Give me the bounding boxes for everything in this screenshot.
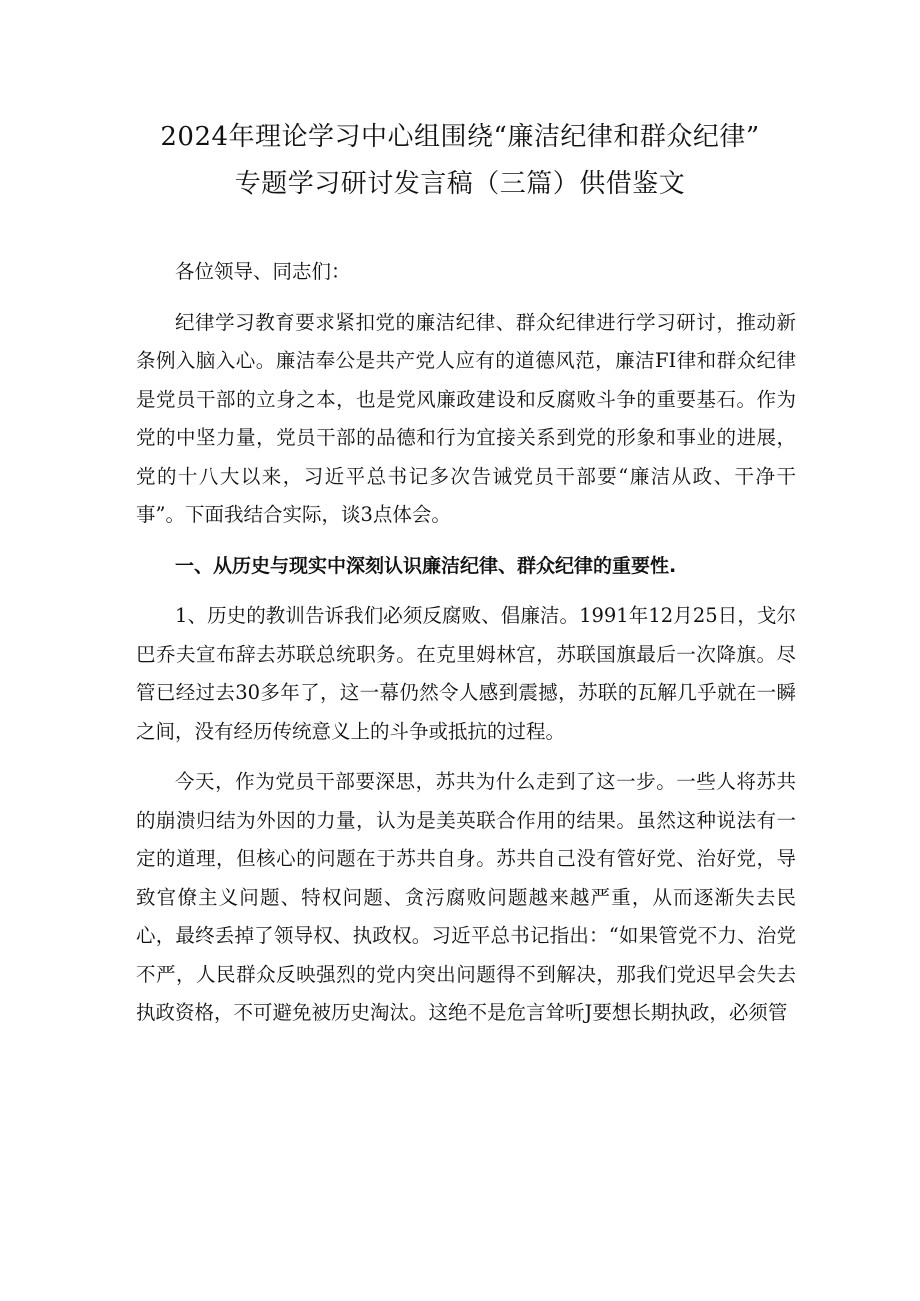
- intro-paragraph: 纪律学习教育要求紧扣党的廉洁纪律、群众纪律进行学习研讨，推动新条例入脑入心。廉洁奉公是共产党人应有的道德风范，廉洁FI律和群众纪律是党员干部的立身之本，也是党风廉政建设和反腐败斗争的重要基石。作为党的中坚力量，党员干部的品德和行为宜接关系到党的形象和事业的进展，党的十八大以来，习近平总书记多次告诫党员干部要“廉洁从政、干净干事”。下面我结合实际，谈3点体会。: [136, 310, 796, 526]
- document-title-line-2: 专题学习研讨发言稿（三篇）供借鉴文: [234, 169, 686, 199]
- document-title-line-1: 2024年理论学习中心组围绕“廉洁纪律和群众纪律”: [160, 122, 760, 152]
- paragraph-history: 1、历史的教训告诉我们必须反腐败、倡廉洁。1991年12月25日，戈尔巴乔夫宣布辞去苏联总统职务。在克里姆林宫，苏联国旗最后一次降旗。尽管已经过去30多年了，这一幕仍然令人感到震撼，苏联的瓦解几乎就在一瞬之间，没有经历传统意义上的斗争或抵抗的过程。: [136, 604, 796, 743]
- paragraph-today: 今天，作为党员干部要深思，苏共为什么走到了这一步。一些人将苏共的崩溃归结为外因的力量，认为是美英联合作用的结果。虽然这种说法有一定的道理，但核心的问题在于苏共自身。苏共自己没有管好党、治好党，导致官僚主义问题、特权问题、贪污腐败问题越来越严重，从而逐渐失去民心，最终丢掉了领导权、执政权。习近平总书记指出：“如果管党不力、治党不严，人民群众反映强烈的党内突出问题得不到解决，那我们党迟早会失去执政资格，不可避免被历史淘汰。这绝不是危言耸听J要想长期执政，必须管: [136, 770, 796, 1024]
- salutation: 各位领导、同志们：: [175, 260, 351, 283]
- section-heading: 一、从历史与现实中深刻认识廉洁纪律、群众纪律的重要性.: [175, 554, 677, 577]
- document-body: [136, 253, 796, 1033]
